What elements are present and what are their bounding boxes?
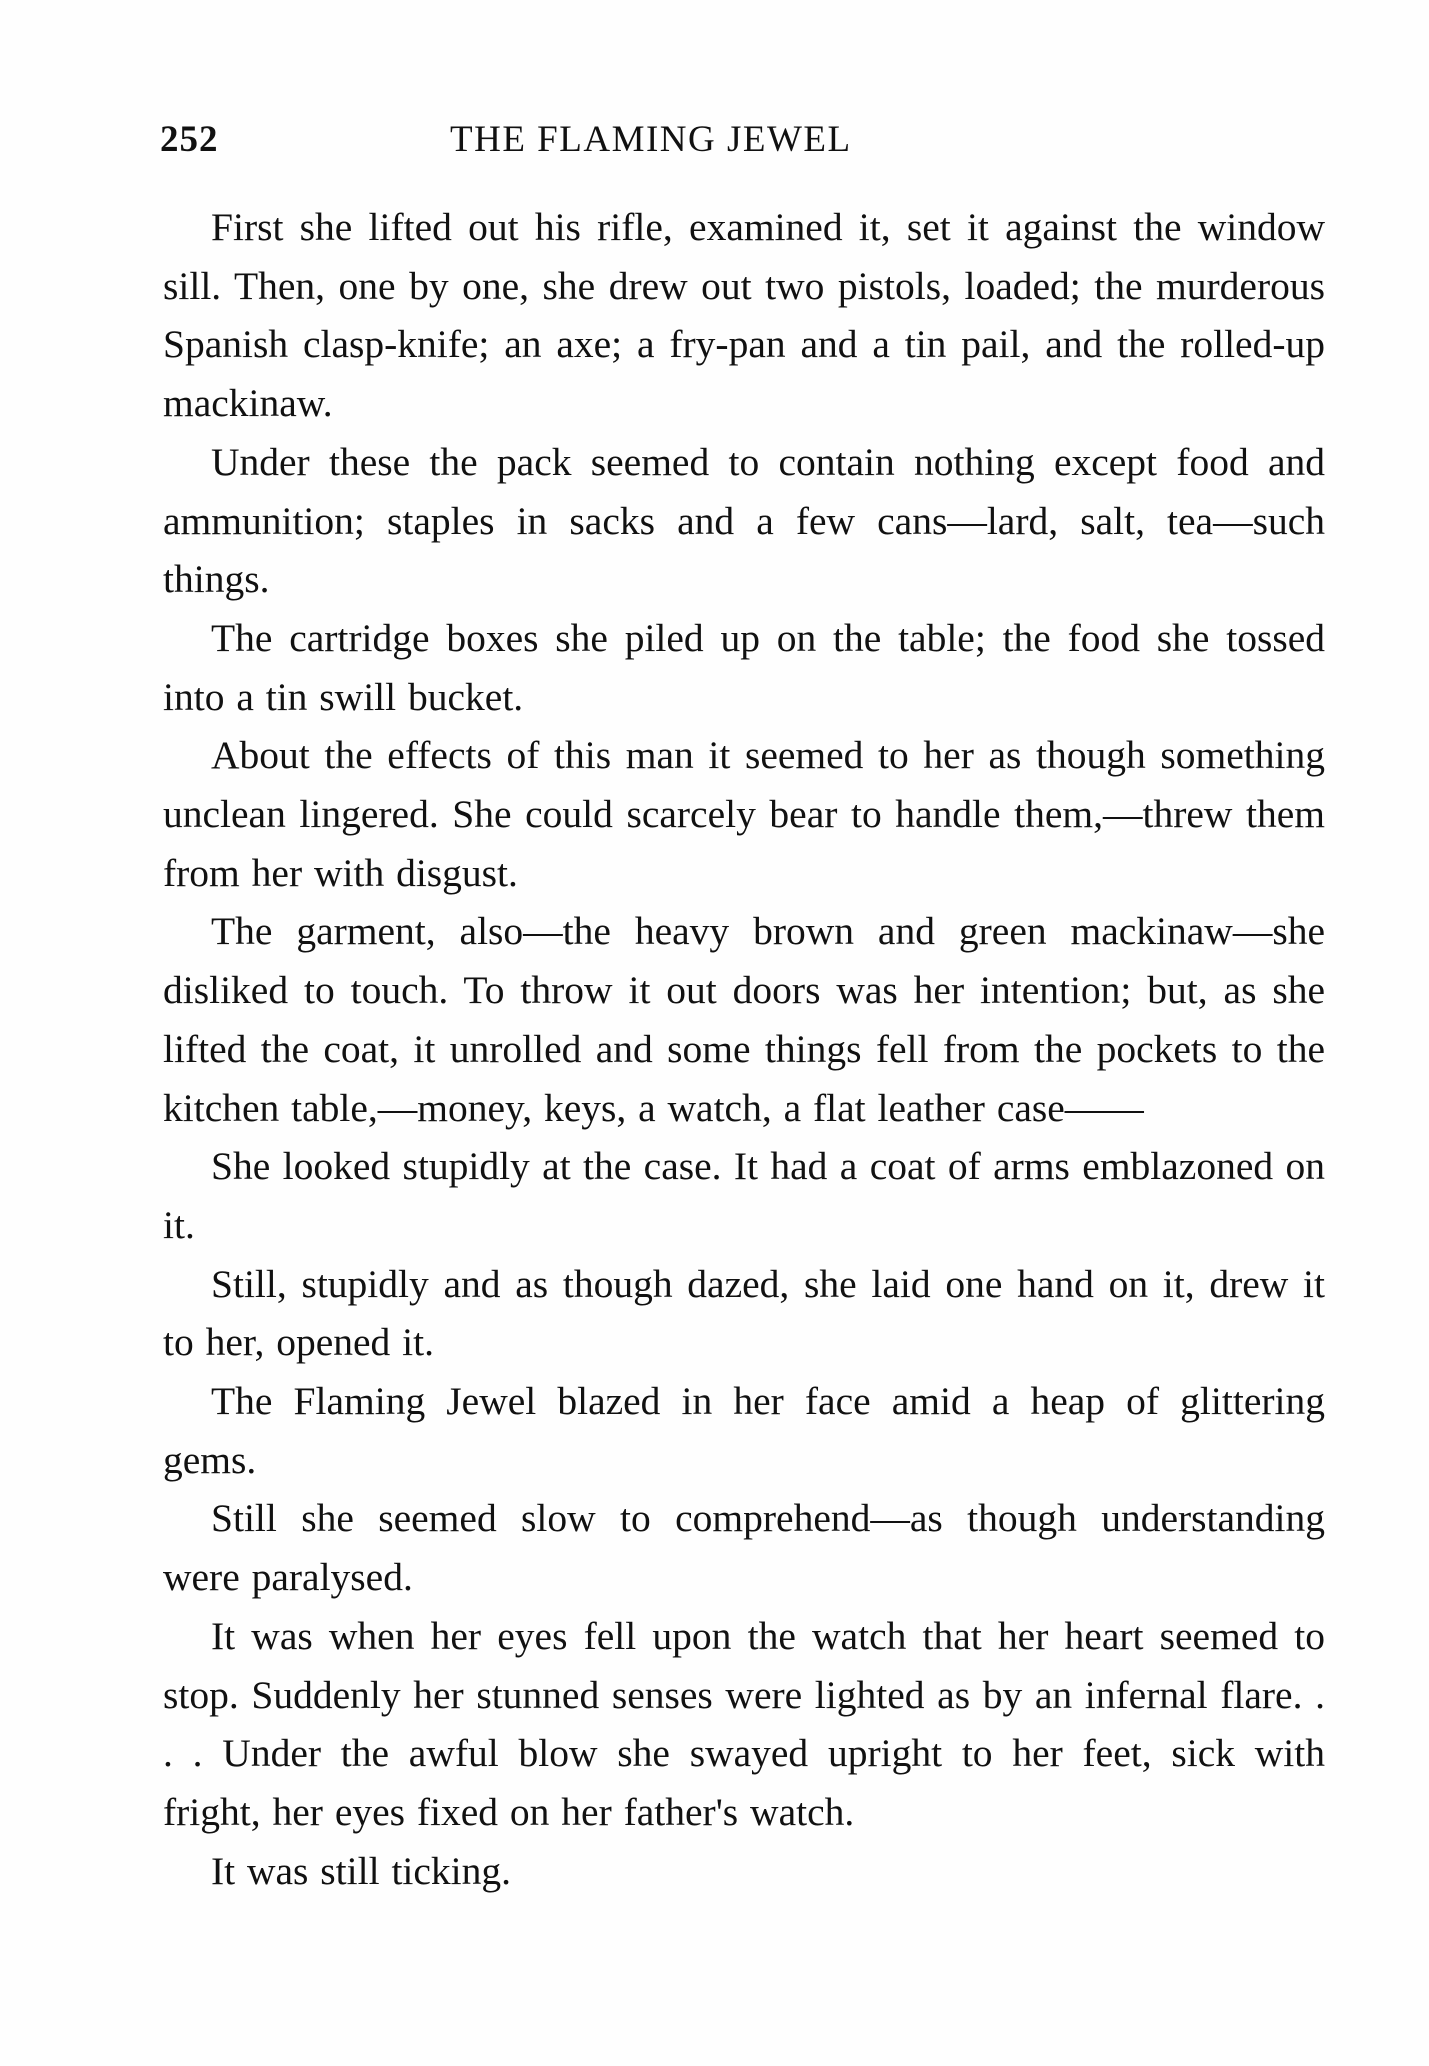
paragraph-1: First she lifted out his rifle, examined it, set it against the window sill. Then, one by one, she drew out two pistols, loaded; the murderous Spanish clasp-knife; an axe; a fry-pan and a tin pail, and the rolled-up mackinaw.: [163, 205, 1325, 426]
body-text: [163, 198, 1325, 1900]
running-title: THE FLAMING JEWEL: [450, 119, 852, 160]
paragraph-11: It was still ticking.: [211, 1848, 512, 1893]
paragraph-6: She looked stupidly at the case. It had a coat of arms emblazoned on it.: [163, 1144, 1325, 1247]
paragraph-10: It was when her eyes fell upon the watch that her heart seemed to stop. Suddenly her stunned senses were lighted as by an infernal flare. . . . Under the awful blow she swayed upright to her feet, sick with fright, her eyes fixed on her father's watch.: [163, 1613, 1325, 1834]
page-number: 252: [160, 119, 219, 160]
paragraph-4: About the effects of this man it seemed to her as though something unclean lingered. She could scarcely bear to handle them,—threw them from her with disgust.: [163, 733, 1325, 895]
paragraph-3: The cartridge boxes she piled up on the table; the food she tossed into a tin swill bucket.: [163, 615, 1325, 719]
paragraph-7: Still, stupidly and as though dazed, she laid one hand on it, drew it to her, opened it.: [163, 1261, 1325, 1365]
paragraph-9: Still she seemed slow to comprehend—as though understanding were paralysed.: [163, 1496, 1325, 1600]
paragraph-5: The garment, also—the heavy brown and green mackinaw—she disliked to touch. To throw it out doors was her intention; but, as she lifted the coat, it unrolled and some things fell from the pockets to the kitchen table,—money, keys, a watch, a flat leather case——: [163, 909, 1325, 1130]
paragraph-8: The Flaming Jewel blazed in her face amid a heap of glittering gems.: [163, 1379, 1325, 1482]
paragraph-2: Under these the pack seemed to contain nothing except food and ammunition; staples in sacks and a few cans—lard, salt, tea—such things.: [163, 439, 1325, 602]
page-header: [160, 118, 1325, 168]
